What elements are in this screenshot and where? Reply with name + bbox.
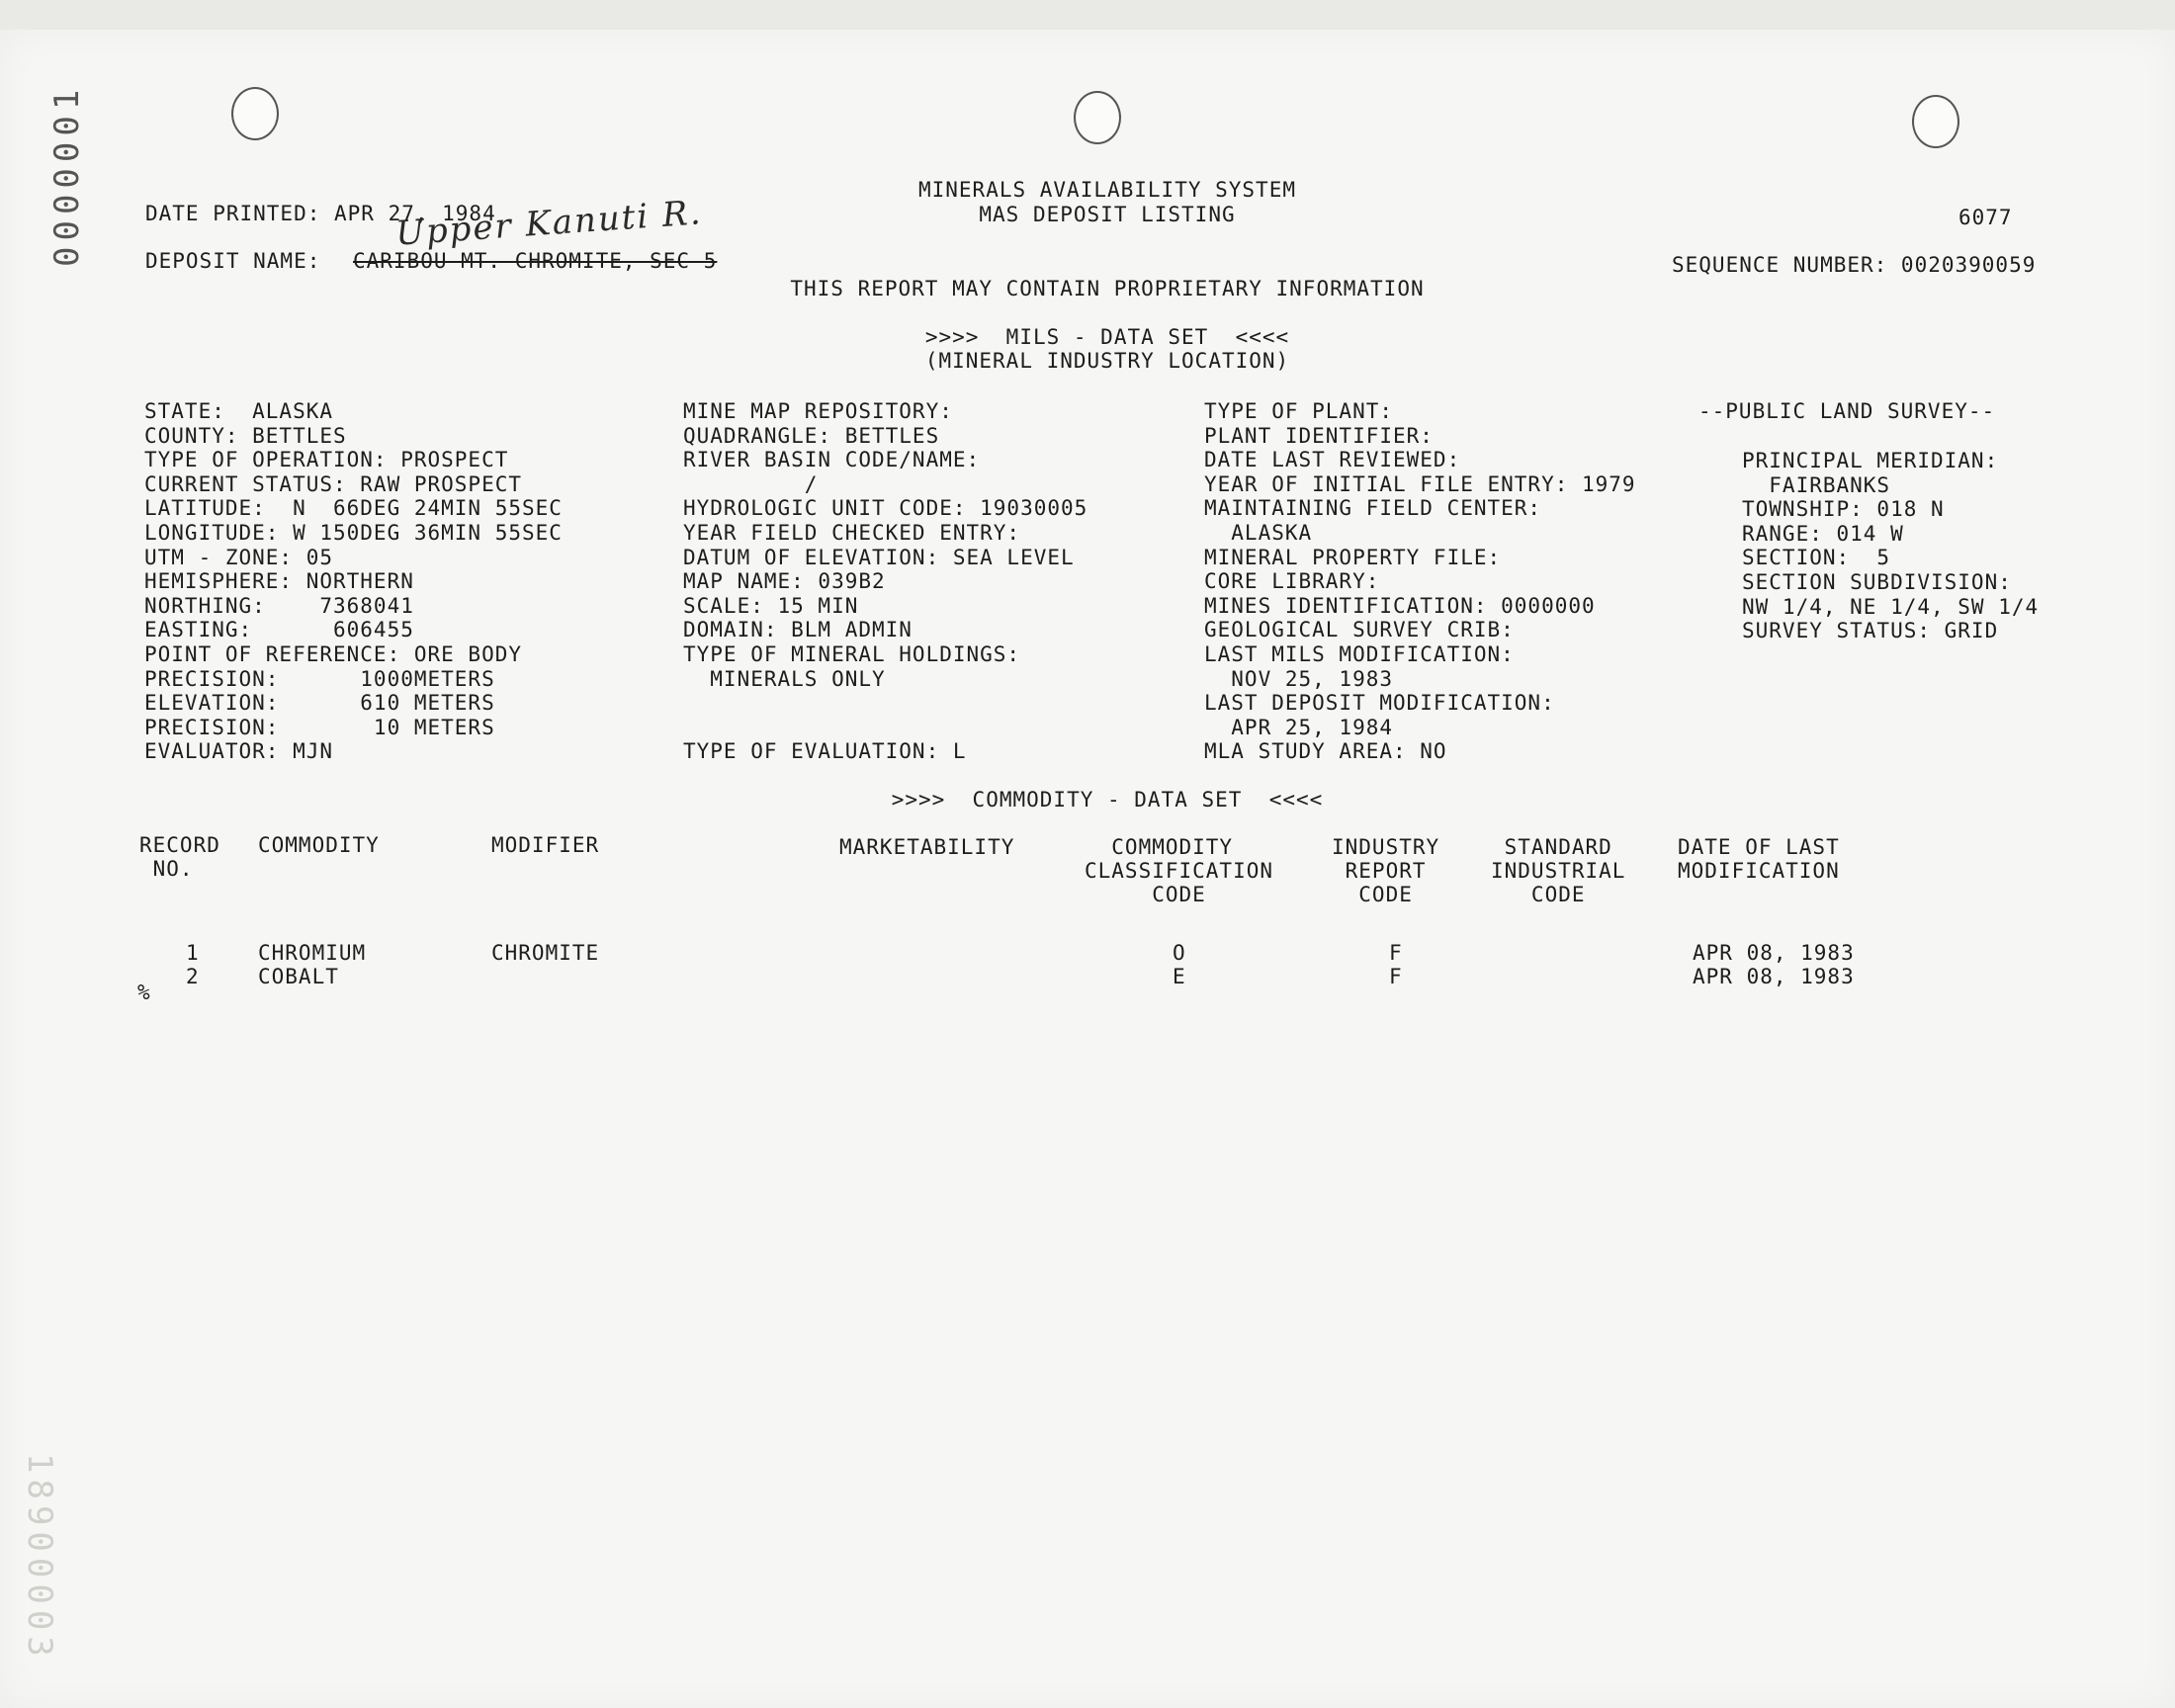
field-line: MINERAL PROPERTY FILE: <box>1204 545 1502 569</box>
field-line: EVALUATOR: MJN <box>144 739 334 764</box>
field-line: GEOLOGICAL SURVEY CRIB: <box>1204 618 1515 642</box>
field-line: PRINCIPAL MERIDIAN: <box>1742 449 1999 472</box>
document-page <box>0 30 2175 1708</box>
field-line: CURRENT STATUS: RAW PROSPECT <box>144 471 523 496</box>
deposit-name-struck: CARIBOU MT. CHROMITE, SEC 5 <box>353 249 718 273</box>
deposit-name-label: DEPOSIT NAME: <box>145 249 321 273</box>
commodity-modifier: CHROMITE <box>491 941 600 965</box>
header-marketability: MARKETABILITY <box>839 835 1015 859</box>
punch-hole-center <box>1074 91 1121 144</box>
field-line: MINES IDENTIFICATION: 0000000 <box>1204 593 1596 618</box>
field-line: ELEVATION: 610 METERS <box>144 691 495 716</box>
field-line: DOMAIN: BLM ADMIN <box>683 618 913 642</box>
field-line: PRECISION: 10 METERS <box>144 715 495 739</box>
record-no: 1 <box>186 941 200 965</box>
record-no: 2 <box>186 965 200 988</box>
mils-title: >>>> MILS - DATA SET <<<< <box>924 325 1290 349</box>
public-land-survey-title: --PUBLIC LAND SURVEY-- <box>1698 399 1996 423</box>
field-line: LAST DEPOSIT MODIFICATION: <box>1204 691 1555 716</box>
field-line: RANGE: 014 W <box>1742 521 1904 546</box>
field-line: NOV 25, 1983 <box>1204 666 1394 691</box>
classification-code: O <box>1173 941 1186 965</box>
punch-hole-right <box>1912 95 1959 148</box>
field-line: NW 1/4, NE 1/4, SW 1/4 <box>1742 594 2040 619</box>
field-line: HYDROLOGIC UNIT CODE: 19030005 <box>683 496 1088 521</box>
listing-title: MAS DEPOSIT LISTING <box>979 203 1236 226</box>
punch-hole-left <box>231 87 279 140</box>
field-line: PLANT IDENTIFIER: <box>1204 423 1434 448</box>
modification-date: APR 08, 1983 <box>1693 965 1855 988</box>
field-line: / <box>683 471 819 496</box>
field-line: EASTING: 606455 <box>144 618 414 642</box>
field-line: ALASKA <box>1204 521 1313 545</box>
mils-subtitle: (MINERAL INDUSTRY LOCATION) <box>924 349 1290 373</box>
field-line: APR 25, 1984 <box>1204 715 1394 739</box>
header-record-no: RECORD NO. <box>139 833 220 881</box>
system-title: MINERALS AVAILABILITY SYSTEM <box>917 178 1296 202</box>
header-classification-code: COMMODITY CLASSIFICATION CODE <box>1085 835 1274 906</box>
field-line: SURVEY STATUS: GRID <box>1742 619 1999 643</box>
field-line: YEAR FIELD CHECKED ENTRY: <box>683 521 1021 545</box>
end-marker: % <box>137 981 151 1004</box>
field-line: COUNTY: BETTLES <box>144 423 347 448</box>
modification-date: APR 08, 1983 <box>1693 941 1855 965</box>
field-line: LAST MILS MODIFICATION: <box>1204 642 1515 666</box>
commodity-name: CHROMIUM <box>258 941 367 965</box>
field-line: TOWNSHIP: 018 N <box>1742 497 1945 522</box>
field-line: DATE LAST REVIEWED: <box>1204 448 1461 472</box>
side-stamp: 0000001 <box>47 83 87 267</box>
field-line: MINERALS ONLY <box>683 666 886 691</box>
deposit-name-handwritten: Upper Kanuti R. <box>393 193 704 254</box>
proprietary-notice: THIS REPORT MAY CONTAIN PROPRIETARY INFORMATION <box>790 277 1425 300</box>
field-line: YEAR OF INITIAL FILE ENTRY: 1979 <box>1204 471 1636 496</box>
field-line: RIVER BASIN CODE/NAME: <box>683 448 981 472</box>
industry-report-code: F <box>1389 941 1403 965</box>
field-line: TYPE OF PLANT: <box>1204 399 1394 423</box>
field-line: QUADRANGLE: BETTLES <box>683 423 940 448</box>
field-line: MLA STUDY AREA: NO <box>1204 739 1447 764</box>
field-line: STATE: ALASKA <box>144 399 334 423</box>
field-line: FAIRBANKS <box>1742 472 1891 497</box>
field-line: DATUM OF ELEVATION: SEA LEVEL <box>683 545 1075 569</box>
ghost-stamp: 18900003 <box>20 1453 59 1663</box>
classification-code: E <box>1173 965 1186 988</box>
field-line: LONGITUDE: W 150DEG 36MIN 55SEC <box>144 521 563 545</box>
field-line: SECTION SUBDIVISION: <box>1742 570 2012 594</box>
field-line: CORE LIBRARY: <box>1204 569 1380 594</box>
field-line: TYPE OF EVALUATION: L <box>683 739 967 764</box>
field-line: NORTHING: 7368041 <box>144 593 414 618</box>
field-line: MAP NAME: 039B2 <box>683 569 886 594</box>
field-line: TYPE OF MINERAL HOLDINGS: <box>683 642 1021 666</box>
field-line: MINE MAP REPOSITORY: <box>683 399 953 423</box>
date-printed: DATE PRINTED: APR 27, 1984 <box>145 202 496 225</box>
page-number: 6077 <box>1958 206 2013 229</box>
header-standard-industrial-code: STANDARD INDUSTRIAL CODE <box>1491 835 1626 906</box>
sequence-number: SEQUENCE NUMBER: 0020390059 <box>1672 253 2037 277</box>
header-industry-report-code: INDUSTRY REPORT CODE <box>1332 835 1440 906</box>
field-line: HEMISPHERE: NORTHERN <box>144 569 414 594</box>
header-date-last-modification: DATE OF LAST MODIFICATION <box>1678 835 1840 883</box>
field-line: POINT OF REFERENCE: ORE BODY <box>144 642 523 666</box>
field-line: PRECISION: 1000METERS <box>144 666 495 691</box>
header-commodity: COMMODITY <box>258 833 380 857</box>
field-line: SCALE: 15 MIN <box>683 593 859 618</box>
field-line: MAINTAINING FIELD CENTER: <box>1204 496 1542 521</box>
field-line: TYPE OF OPERATION: PROSPECT <box>144 448 509 472</box>
commodity-name: COBALT <box>258 965 339 988</box>
industry-report-code: F <box>1389 965 1403 988</box>
field-line: LATITUDE: N 66DEG 24MIN 55SEC <box>144 496 563 521</box>
header-modifier: MODIFIER <box>491 833 600 857</box>
field-line: UTM - ZONE: 05 <box>144 545 334 569</box>
field-line: SECTION: 5 <box>1742 546 1891 570</box>
commodity-title: >>>> COMMODITY - DATA SET <<<< <box>891 788 1324 811</box>
